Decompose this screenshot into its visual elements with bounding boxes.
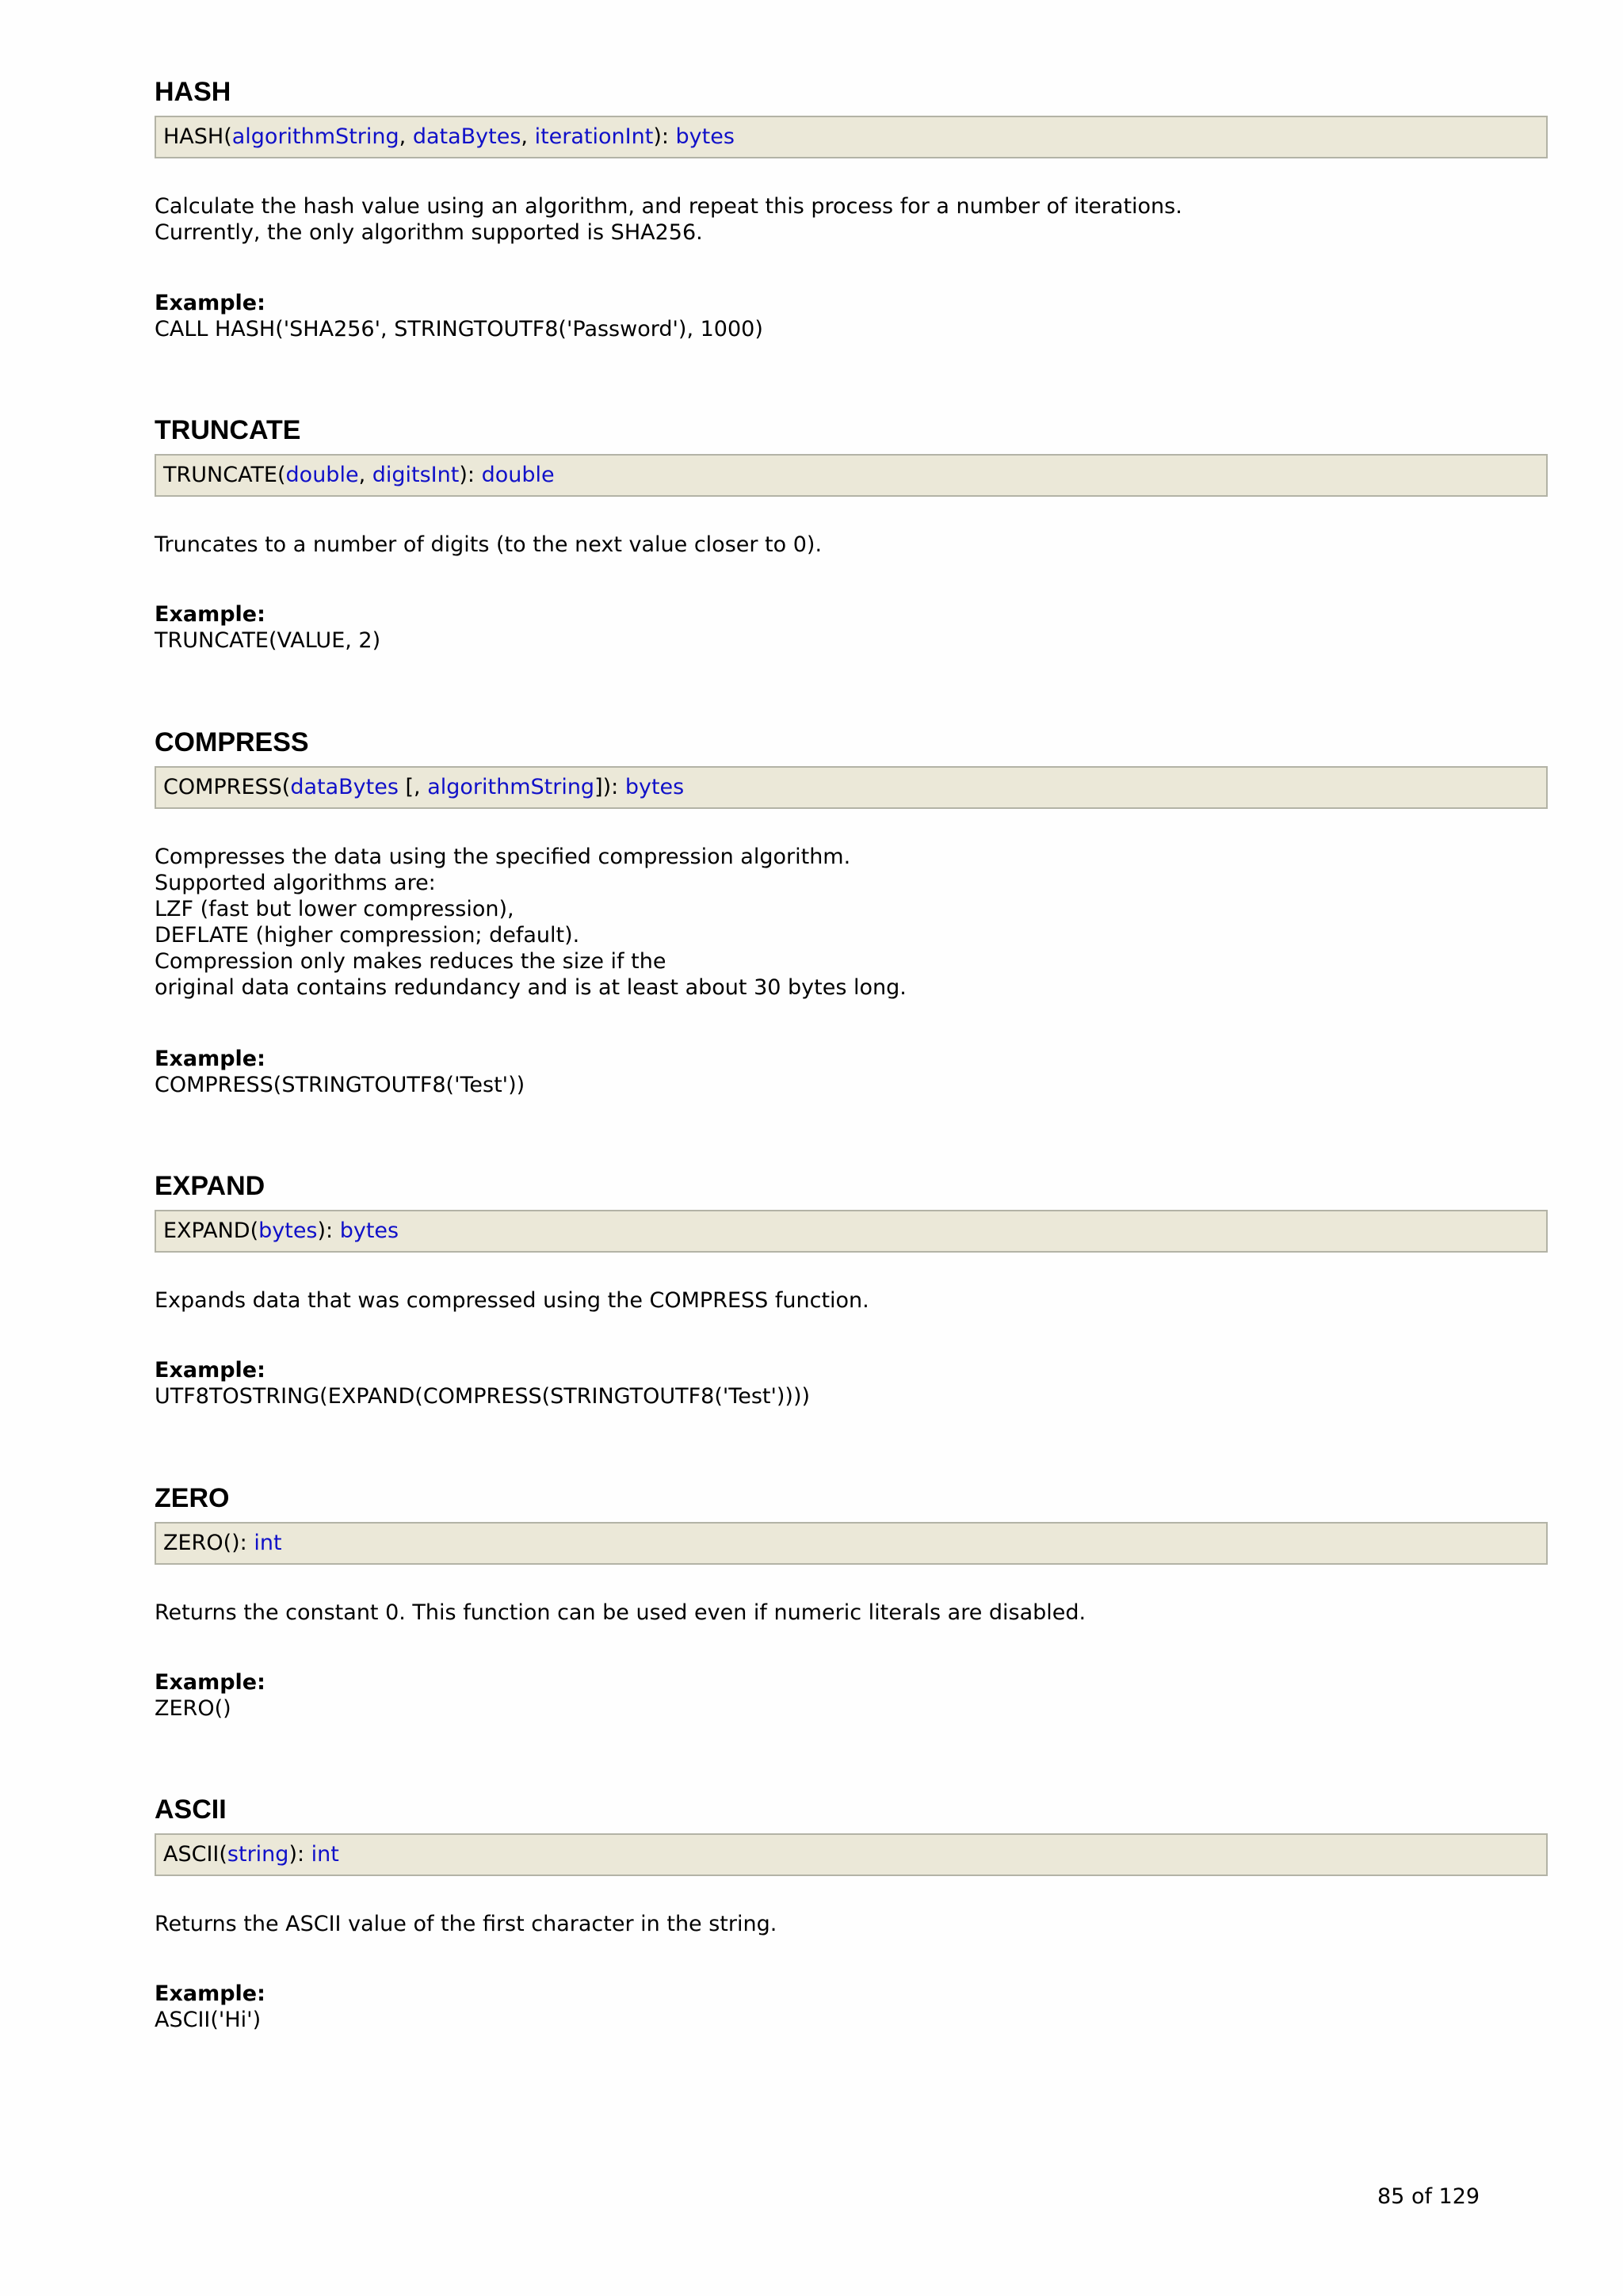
function-signature: EXPAND(bytes): bytes xyxy=(155,1210,1548,1253)
return-type-link[interactable]: bytes xyxy=(339,1219,399,1243)
example-block xyxy=(155,290,763,342)
page-number: 85 of 129 xyxy=(1377,2184,1480,2209)
return-type-link[interactable]: bytes xyxy=(624,775,685,799)
example-label: Example: xyxy=(155,1981,265,2006)
param-link[interactable]: algorithmString xyxy=(231,124,399,149)
example-code: UTF8TOSTRING(EXPAND(COMPRESS(STRINGTOUTF8('Test')))) xyxy=(155,1384,811,1409)
function-description: Returns the ASCII value of the first character in the string. xyxy=(155,1912,777,1936)
param-link[interactable]: dataBytes xyxy=(412,124,521,149)
function-signature: TRUNCATE(double, digitsInt): double xyxy=(155,454,1548,497)
param-link[interactable]: string xyxy=(227,1842,289,1867)
section-title: EXPAND xyxy=(155,1171,265,1201)
function-signature: ASCII(string): int xyxy=(155,1833,1548,1876)
example-label: Example: xyxy=(155,602,265,627)
example-block xyxy=(155,1981,265,2033)
example-code: CALL HASH('SHA256', STRINGTOUTF8('Password'), 1000) xyxy=(155,317,763,341)
section-title: HASH xyxy=(155,77,231,107)
example-code: ASCII('Hi') xyxy=(155,2008,262,2032)
param-link[interactable]: algorithmString xyxy=(427,775,595,799)
function-signature: COMPRESS(dataBytes [, algorithmString]): bytes xyxy=(155,766,1548,809)
example-label: Example: xyxy=(155,1047,265,1071)
function-description: Expands data that was compressed using the COMPRESS function. xyxy=(155,1288,869,1313)
param-link[interactable]: dataBytes xyxy=(290,775,399,799)
return-type-link[interactable]: int xyxy=(311,1842,339,1867)
section-title: ASCII xyxy=(155,1794,227,1825)
section-title: ZERO xyxy=(155,1483,230,1513)
example-block xyxy=(155,1669,265,1722)
return-type-link[interactable]: double xyxy=(481,463,555,487)
function-description: Returns the constant 0. This function can be used even if numeric literals are disabled. xyxy=(155,1600,1086,1625)
function-signature: ZERO(): int xyxy=(155,1522,1548,1565)
section-title: TRUNCATE xyxy=(155,415,301,445)
example-label: Example: xyxy=(155,1358,265,1383)
example-code: COMPRESS(STRINGTOUTF8('Test')) xyxy=(155,1073,525,1097)
param-link[interactable]: iterationInt xyxy=(534,124,654,149)
function-signature: HASH(algorithmString, dataBytes, iterationInt): bytes xyxy=(155,116,1548,158)
example-block xyxy=(155,1357,810,1409)
param-link[interactable]: digitsInt xyxy=(372,463,460,487)
example-block xyxy=(155,1046,525,1098)
example-code: TRUNCATE(VALUE, 2) xyxy=(155,628,381,653)
section-title: COMPRESS xyxy=(155,727,309,757)
function-description: Calculate the hash value using an algorithm, and repeat this process for a number of iterations. Currently, the only algorithm supported is SHA256. xyxy=(155,194,1182,245)
param-link[interactable]: double xyxy=(285,463,359,487)
example-label: Example: xyxy=(155,291,265,315)
return-type-link[interactable]: bytes xyxy=(675,124,735,149)
function-description: Compresses the data using the specified compression algorithm. Supported algorithms are: LZF (fast but lower compression), DEFLATE (higher compression; default). Compression only makes reduces the size if the original data contains redundancy and is at least about 30 bytes long. xyxy=(155,845,907,1000)
example-block xyxy=(155,601,380,654)
example-label: Example: xyxy=(155,1670,265,1695)
return-type-link[interactable]: int xyxy=(254,1531,282,1555)
param-link[interactable]: bytes xyxy=(258,1219,318,1243)
function-description: Truncates to a number of digits (to the next value closer to 0). xyxy=(155,532,823,557)
example-code: ZERO() xyxy=(155,1696,231,1721)
